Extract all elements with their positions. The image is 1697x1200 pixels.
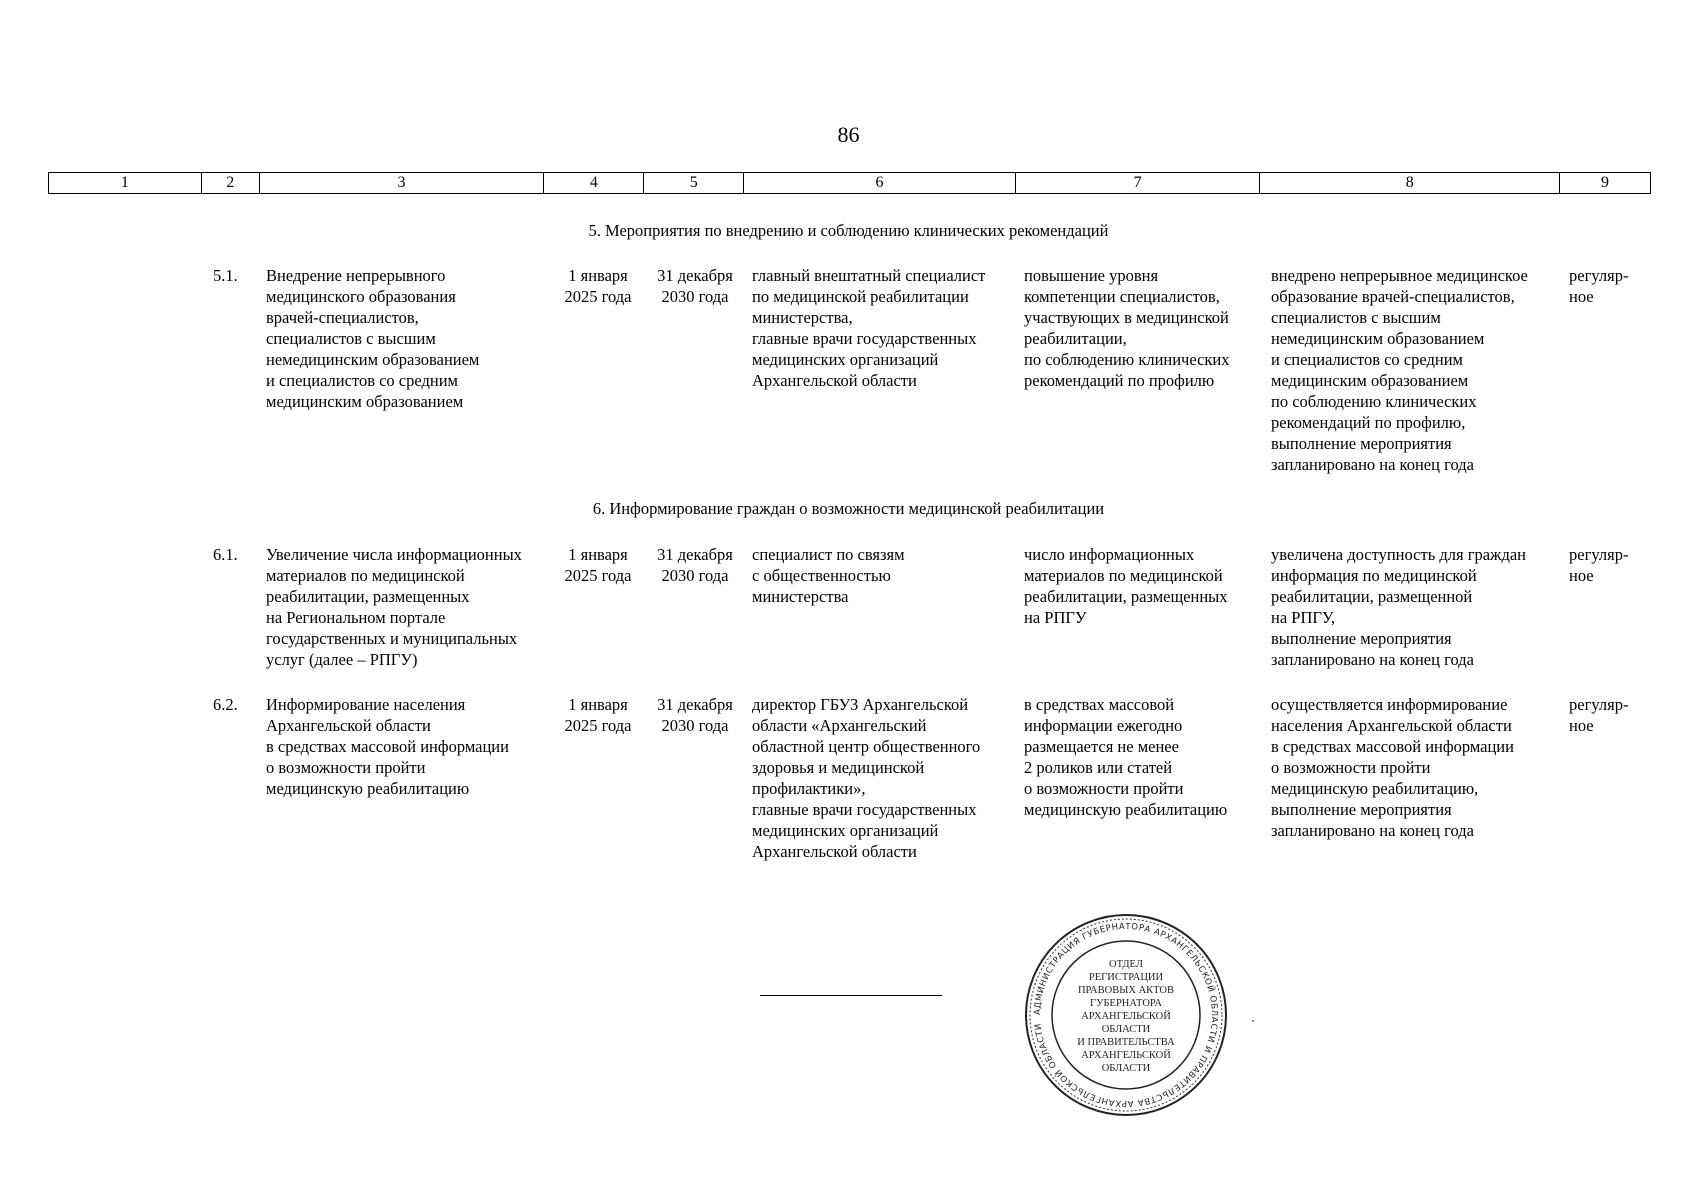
responsible: специалист по связям с общественностью министерства <box>752 545 905 606</box>
measure-name: Информирование населения Архангельской области в средствах массовой информации о возможности пройти медицинскую реабилитацию <box>266 695 509 798</box>
result: внедрено непрерывное медицинское образование врачей-специалистов, специалистов с высшим немедицинским образованием и специалистов со средним медицинским образованием по соблюдению клинических рекомендаций по профилю, выполнение мероприятия запланировано на конец года <box>1271 266 1528 474</box>
end-date: 31 декабря 2030 года <box>657 266 733 306</box>
start-date: 1 января 2025 года <box>564 545 632 585</box>
result: увеличена доступность для граждан информация по медицинской реабилитации, размещенной на РПГУ, выполнение мероприятия запланировано на конец года <box>1271 545 1526 669</box>
stamp-line: АРХАНГЕЛЬСКОЙ <box>1081 1011 1171 1022</box>
header-col-3: 3 <box>260 173 545 193</box>
responsible: директор ГБУЗ Архангельской области «Архангельский областной центр общественного здоровья и медицинской профилактики», главные врачи государственных медицинских организаций Архангельской области <box>752 695 981 861</box>
stamp-line: РЕГИСТРАЦИИ <box>1088 972 1164 983</box>
header-col-5: 5 <box>644 173 744 193</box>
end-date: 31 декабря 2030 года <box>657 695 733 735</box>
periodicity: регуляр- ное <box>1569 695 1629 735</box>
stamp-line: АРХАНГЕЛЬСКОЙ <box>1081 1050 1171 1061</box>
section-title: 6. Информирование граждан о возможности медицинской реабилитации <box>592 499 1105 518</box>
header-col-8: 8 <box>1260 173 1560 193</box>
scan-speck <box>1252 1020 1254 1022</box>
stamp-line: ОБЛАСТИ <box>1101 1024 1151 1035</box>
row-number: 6.2. <box>213 695 238 714</box>
header-col-9: 9 <box>1601 174 1610 191</box>
signature-line <box>760 995 942 996</box>
official-stamp <box>1023 912 1229 1118</box>
stamp-line: И ПРАВИТЕЛЬСТВА <box>1077 1037 1175 1048</box>
start-date: 1 января 2025 года <box>564 695 632 735</box>
indicator: в средствах массовой информации ежегодно размещается не менее 2 роликов или статей о возможности пройти медицинскую реабилитацию <box>1024 695 1228 819</box>
responsible: главный внештатный специалист по медицинской реабилитации министерства, главные врачи государственных медицинских организаций Архангельской области <box>752 266 986 390</box>
stamp-line: ГУБЕРНАТОРА <box>1090 998 1162 1009</box>
start-date: 1 января 2025 года <box>564 266 632 306</box>
header-col-7: 7 <box>1016 173 1261 193</box>
measure-name: Внедрение непрерывного медицинского образования врачей-специалистов, специалистов с высшим немедицинским образованием и специалистов со средним медицинским образованием <box>266 266 480 411</box>
periodicity: регуляр- ное <box>1569 266 1629 306</box>
header-col-2: 2 <box>202 173 260 193</box>
row-number: 5.1. <box>213 266 238 285</box>
header-col-6: 6 <box>744 173 1016 193</box>
stamp-inner-text <box>1077 959 1175 1074</box>
end-date: 31 декабря 2030 года <box>657 545 733 585</box>
periodicity: регуляр- ное <box>1569 545 1629 585</box>
result: осуществляется информирование населения Архангельской области в средствах массовой информации о возможности пройти медицинскую реабилитацию, выполнение мероприятия запланировано на конец года <box>1271 695 1514 840</box>
page-number: 86 <box>837 122 860 147</box>
stamp-line: ОТДЕЛ <box>1109 959 1143 970</box>
indicator: число информационных материалов по медицинской реабилитации, размещенных на РПГУ <box>1024 545 1228 627</box>
stamp-outer-text: АДМИНИСТРАЦИЯ ГУБЕРНАТОРА АРХАНГЕЛЬСКОЙ ОБЛАСТИ И ПРАВИТЕЛЬСТВА АРХАНГЕЛЬСКОЙ ОБЛАСТИ <box>1032 921 1220 1109</box>
header-col-4: 4 <box>544 173 644 193</box>
stamp-line: ОБЛАСТИ <box>1101 1063 1151 1074</box>
section-title: 5. Мероприятия по внедрению и соблюдению клинических рекомендаций <box>588 221 1109 240</box>
indicator: повышение уровня компетенции специалистов, участвующих в медицинской реабилитации, по соблюдению клинических рекомендаций по профилю <box>1024 266 1230 390</box>
row-number: 6.1. <box>213 545 238 564</box>
header-col-1: 1 <box>49 173 202 193</box>
stamp-line: ПРАВОВЫХ АКТОВ <box>1077 985 1175 996</box>
measure-name: Увеличение числа информационных материалов по медицинской реабилитации, размещенных на Региональном портале государственных и муниципальных услуг (далее – РПГУ) <box>266 545 522 669</box>
column-number-header <box>48 172 1651 194</box>
